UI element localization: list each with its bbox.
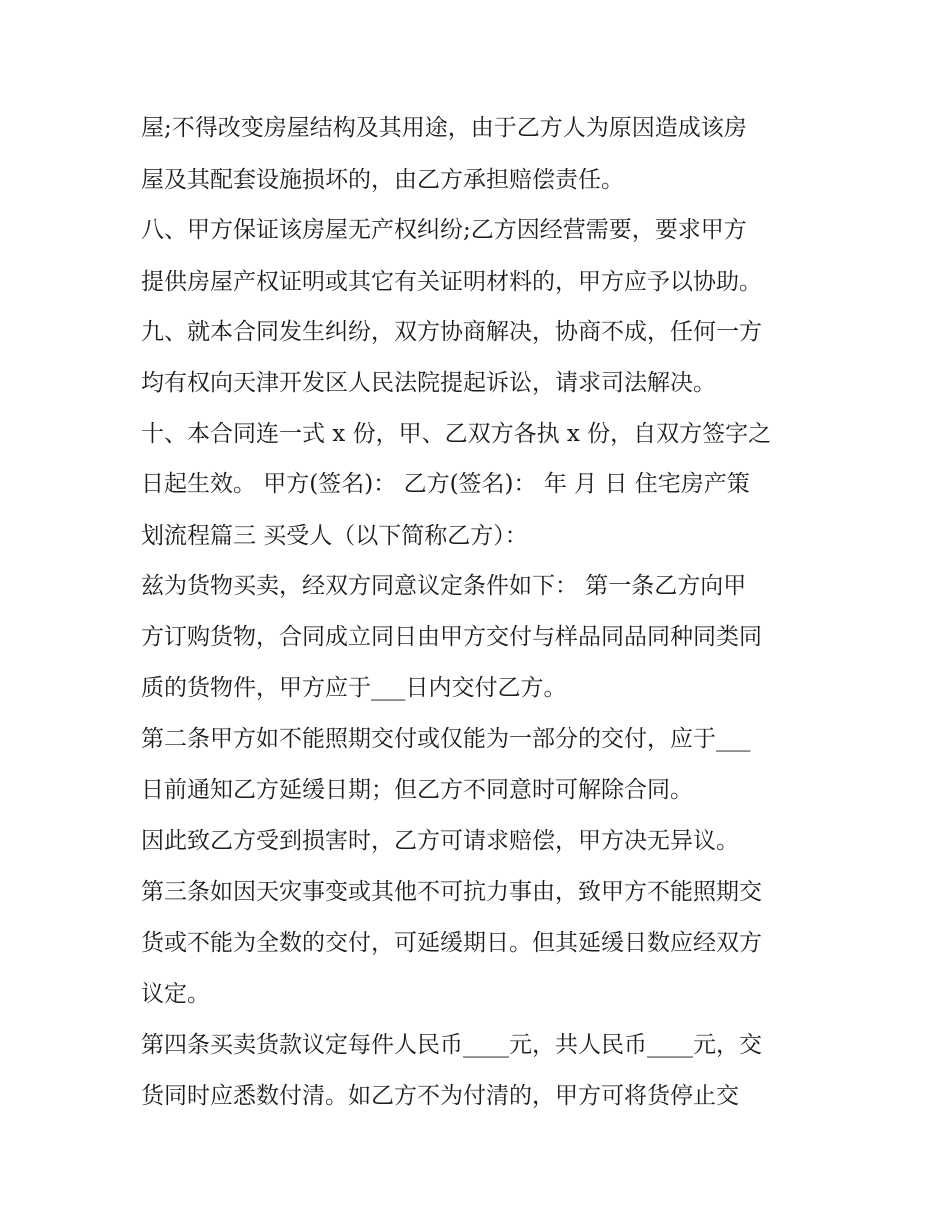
text-line: 方订购货物，合同成立同日由甲方交付与样品同品同种同类同 (141, 624, 762, 650)
text-line: 均有权向天津开发区人民法院提起诉讼，请求司法解决。 (141, 370, 716, 396)
text-line: 议定。 (141, 981, 210, 1007)
text-line: 十、本合同连一式 x 份，甲、乙双方各执 x 份，自双方签字之 (141, 421, 772, 447)
text-line: 日前通知乙方延缓日期；但乙方不同意时可解除合同。 (141, 777, 693, 803)
text-line: 屋;不得改变房屋结构及其用途，由于乙方人为原因造成该房 (141, 115, 747, 141)
text-line: 提供房屋产权证明或其它有关证明材料的，甲方应予以协助。 (141, 269, 762, 295)
text-line: 因此致乙方受到损害时，乙方可请求赔偿，甲方决无异议。 (141, 828, 739, 854)
text-line: 第四条买卖货款议定每件人民币____元，共人民币____元，交 (141, 1032, 762, 1058)
text-line: 屋及其配套设施损坏的，由乙方承担赔偿责任。 (141, 167, 624, 193)
text-line: 货同时应悉数付清。如乙方不为付清的，甲方可将货停止交 (141, 1083, 739, 1109)
text-line: 质的货物件，甲方应于___日内交付乙方。 (141, 675, 567, 701)
text-line: 八、甲方保证该房屋无产权纠纷;乙方因经营需要，要求甲方 (141, 217, 747, 243)
text-line: 第三条如因天灾事变或其他不可抗力事由，致甲方不能照期交 (141, 879, 762, 905)
text-line: 货或不能为全数的交付，可延缓期日。但其延缓日数应经双方 (141, 930, 762, 956)
text-line: 划流程篇三 买受人（以下简称乙方）： (141, 523, 528, 549)
text-line: 日起生效。 甲方(签名)： 乙方(签名)： 年 月 日 住宅房产策 (141, 471, 750, 497)
text-line: 兹为货物买卖，经双方同意议定条件如下： 第一条乙方向甲 (141, 573, 747, 599)
text-line: 九、就本合同发生纠纷，双方协商解决，协商不成，任何一方 (141, 319, 762, 345)
text-line: 第二条甲方如不能照期交付或仅能为一部分的交付，应于___ (141, 726, 751, 752)
